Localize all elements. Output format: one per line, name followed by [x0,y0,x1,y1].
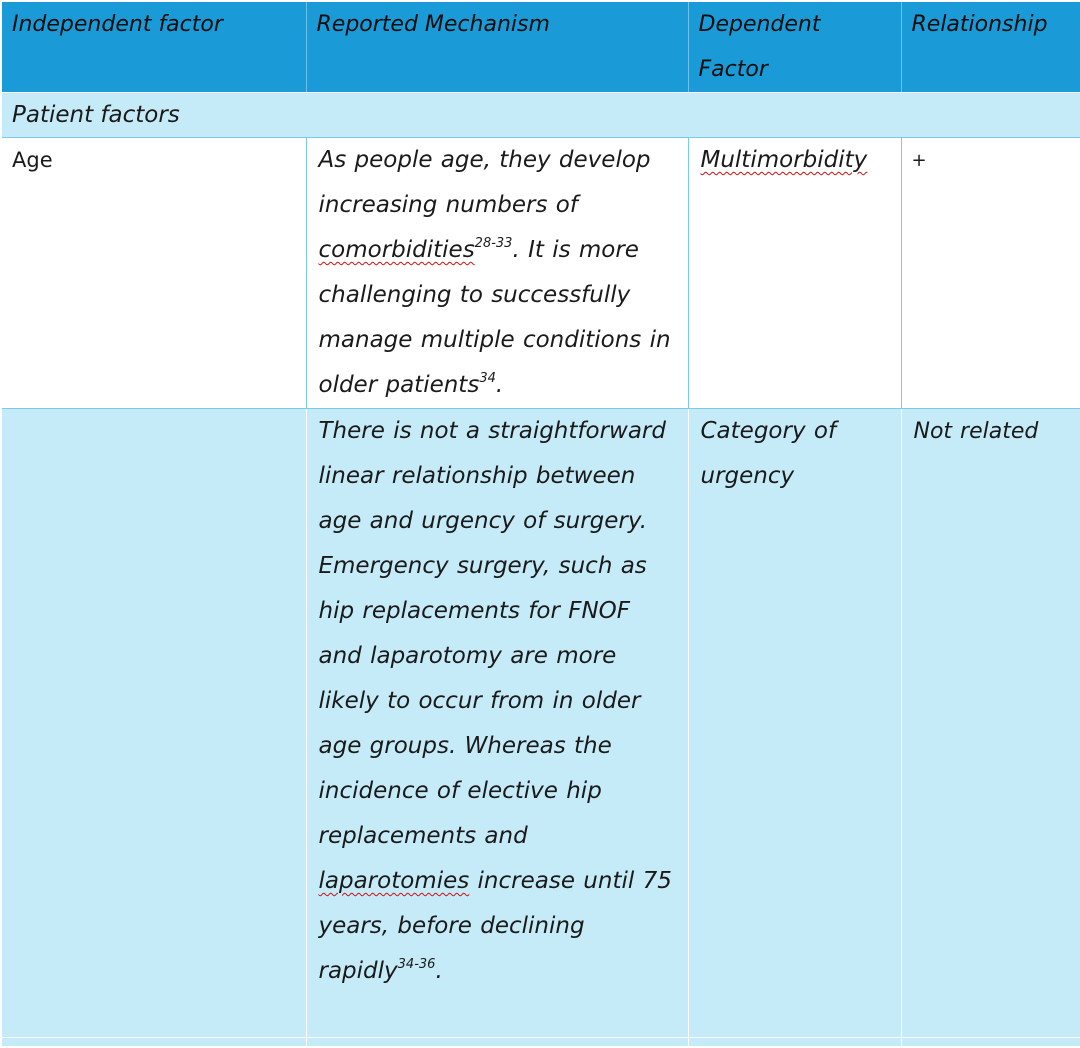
continuation-cell [688,1038,901,1047]
factors-table [2,2,1080,1047]
mechanism-text: There is not a straightforward linear relationship between age and urgency of surgery. Emergency surgery, such as hip replacements for FNOF and laparotomy are more likely to occur from in older age groups. Whereas the incidence of elective hip replacements and [318,418,666,849]
dependent-factor-cell: Category of urgency [688,409,901,1038]
continuation-cell [306,1038,688,1047]
mechanism-cell [306,138,688,409]
continuation-cell [2,1038,306,1047]
mechanism-text: As people age, they develop increasing numbers of [318,147,651,218]
table-continuation-row [2,1038,1080,1047]
independent-factor-cell: Age [2,138,306,409]
mechanism-text: . [435,958,443,984]
citation: 34 [479,371,496,386]
header-relationship: Relationship [901,2,1080,93]
section-row [2,93,1080,138]
citation: 34-36 [397,957,436,972]
table-row [2,138,1080,409]
mechanism-cell [306,409,688,1038]
spellcheck-word: laparotomies [318,868,470,894]
relationship-cell: + [901,138,1080,409]
spellcheck-word: comorbidities [318,237,475,263]
dependent-factor-text: Multimorbidity [700,147,868,173]
mechanism-text: . It is more challenging to successfully manage multiple conditions in older patients [318,237,671,398]
mechanism-text: increase until 75 years, before declining rapidly [318,868,672,984]
citation: 28-33 [474,236,513,251]
header-dependent-factor: Dependent Factor [688,2,901,93]
header-reported-mechanism: Reported Mechanism [306,2,688,93]
relationship-cell: Not related [901,409,1080,1038]
header-independent-factor: Independent factor [2,2,306,93]
mechanism-text: . [495,372,504,398]
continuation-cell [901,1038,1080,1047]
table-header-row [2,2,1080,93]
table-row [2,409,1080,1038]
dependent-factor-cell [688,138,901,409]
section-label: Patient factors [2,93,1080,138]
independent-factor-cell [2,409,306,1038]
